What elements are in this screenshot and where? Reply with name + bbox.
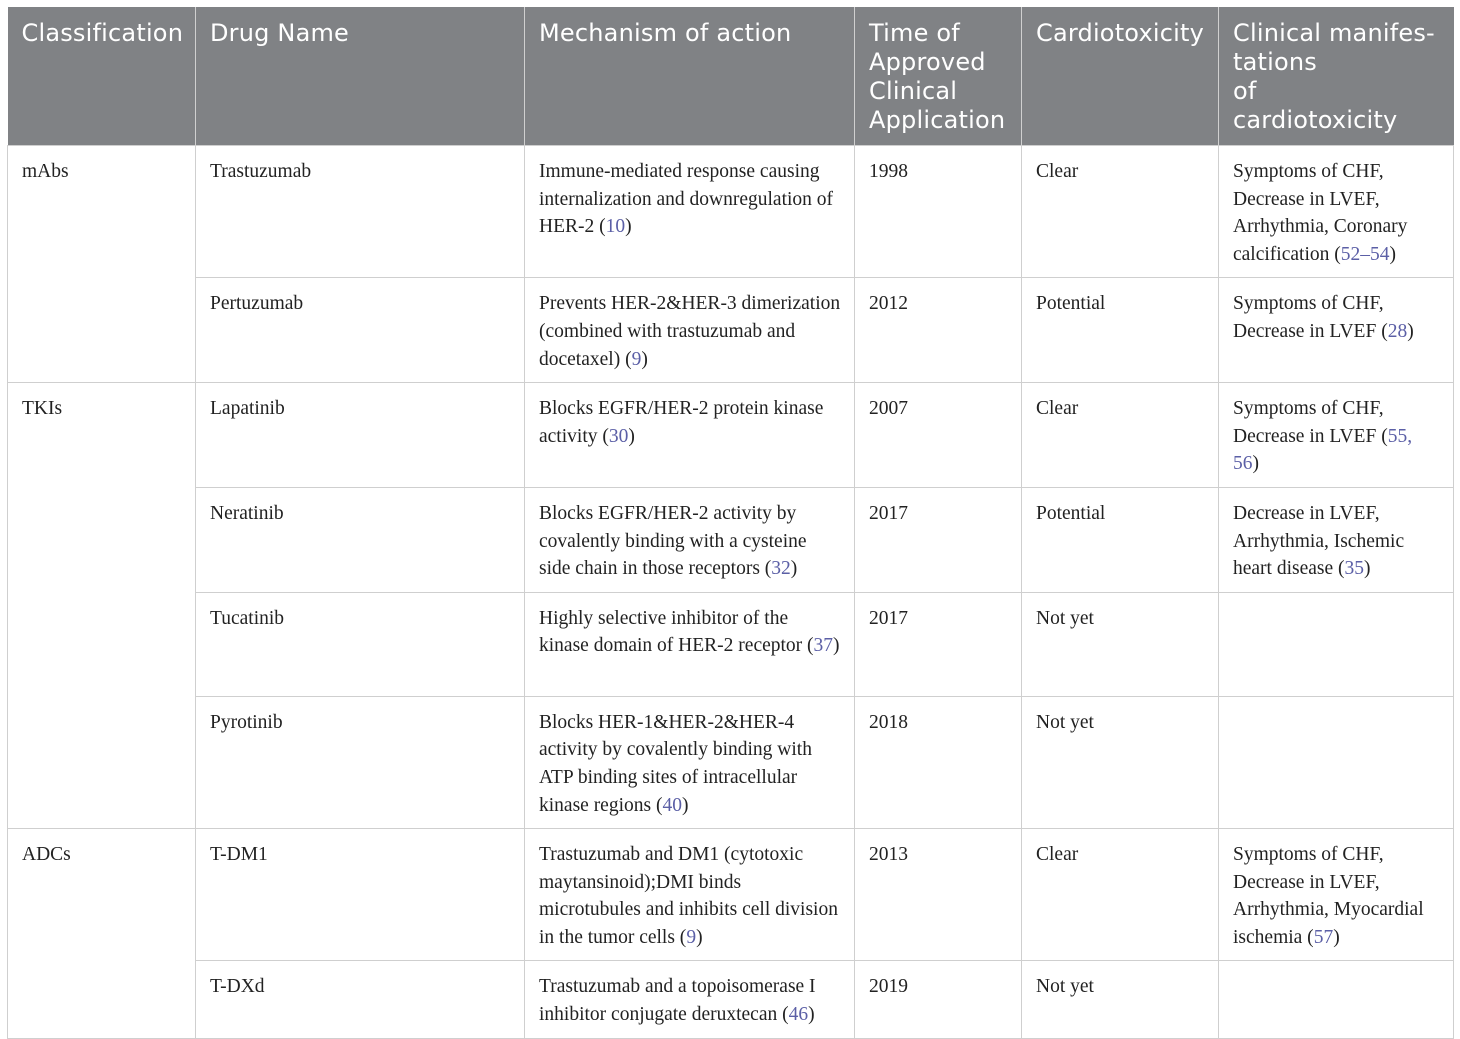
manifestation-text: Symptoms of CHF, Decrease in LVEF ( [1233, 293, 1388, 342]
table-row [8, 696, 1454, 828]
mechanism-cell [525, 146, 855, 278]
header-mechanism: Mechanism of action [525, 7, 855, 146]
mechanism-cell [525, 278, 855, 383]
manifestation-text: Symptoms of CHF, Decrease in LVEF, Arrhythmia, Coronary calcification ( [1233, 161, 1408, 265]
year-cell: 2007 [855, 383, 1022, 488]
cardiotoxicity-cell: Clear [1022, 146, 1219, 278]
header-time-line: Clinical [869, 77, 958, 105]
manifestation-text-end: ) [1407, 320, 1414, 342]
cardiotoxicity-cell: Potential [1022, 278, 1219, 383]
mechanism-text: Highly selective inhibitor of the kinase domain of HER-2 receptor ( [539, 607, 814, 657]
header-cardiotoxicity: Cardiotoxicity [1022, 7, 1219, 146]
classification-cell: mAbs [8, 146, 196, 383]
header-manifestations-line: cardiotoxicity [1233, 106, 1398, 134]
mechanism-text-end: ) [681, 794, 689, 816]
mechanism-text: Immune-mediated response causing internalization and downregulation of HER-2 ( [539, 161, 834, 238]
manifestation-text: Decrease in LVEF, Arrhythmia, Ischemic heart disease ( [1233, 502, 1405, 580]
mechanism-text-end: ) [625, 216, 632, 238]
drug-name-cell: Tucatinib [196, 592, 525, 696]
manifestation-cell [1219, 146, 1454, 278]
mechanism-text-end: ) [833, 635, 840, 657]
drug-name-cell: Neratinib [196, 487, 525, 592]
manifestation-text-end: ) [1389, 243, 1396, 265]
cardiotoxicity-cell: Not yet [1022, 592, 1219, 696]
table-row [8, 487, 1454, 592]
manifestation-text-end: ) [1364, 558, 1371, 580]
manifestation-cell [1219, 696, 1454, 828]
manifestation-cell [1219, 961, 1454, 1038]
reference-link[interactable]: 57 [1313, 926, 1334, 948]
mechanism-text: Blocks EGFR/HER-2 protein kinase activity ( [539, 398, 824, 447]
mechanism-text-end: ) [696, 926, 703, 948]
table-row [8, 383, 1454, 488]
classification-cell: ADCs [8, 829, 196, 1039]
reference-link[interactable]: 35 [1344, 558, 1365, 580]
header-row [8, 7, 1454, 146]
manifestation-cell [1219, 487, 1454, 592]
manifestation-cell [1219, 278, 1454, 383]
table-row [8, 829, 1454, 961]
mechanism-cell [525, 829, 855, 961]
drug-table [7, 7, 1454, 1039]
mechanism-text-end: ) [641, 348, 648, 370]
year-cell: 2018 [855, 696, 1022, 828]
reference-link[interactable]: 52–54 [1340, 243, 1390, 265]
reference-link[interactable]: 46 [788, 1004, 809, 1026]
mechanism-text-end: ) [790, 558, 798, 580]
header-time-line: Application [869, 106, 1006, 134]
cardiotoxicity-cell: Not yet [1022, 696, 1219, 828]
drug-name-cell: Pyrotinib [196, 696, 525, 828]
mechanism-text: Blocks HER-1&HER-2&HER-4 activity by covalently binding with ATP binding sites of intracellular kinase regions ( [539, 711, 812, 816]
reference-link[interactable]: 37 [813, 635, 834, 657]
drug-name-cell: Pertuzumab [196, 278, 525, 383]
mechanism-cell [525, 592, 855, 696]
header-manifestations-line: tations [1233, 48, 1317, 76]
manifestation-text: Symptoms of CHF, Decrease in LVEF, Arrhythmia, Myocardial ischemia ( [1233, 844, 1424, 948]
table-row [8, 278, 1454, 383]
table-container [7, 7, 1453, 1039]
reference-link[interactable]: 9 [686, 926, 697, 948]
table-row [8, 961, 1454, 1038]
drug-name-cell: T-DXd [196, 961, 525, 1038]
mechanism-cell [525, 696, 855, 828]
mechanism-text: Trastuzumab and a topoisomerase I inhibitor conjugate deruxtecan ( [539, 976, 816, 1026]
cardiotoxicity-cell: Potential [1022, 487, 1219, 592]
reference-link[interactable]: 40 [662, 794, 682, 816]
cardiotoxicity-cell: Clear [1022, 829, 1219, 961]
header-manifestations [1219, 7, 1454, 146]
year-cell: 2019 [855, 961, 1022, 1038]
header-time-line: Approved [869, 48, 986, 76]
mechanism-cell [525, 961, 855, 1038]
header-manifestations-line: Clinical manifes- [1233, 19, 1435, 47]
manifestation-cell [1219, 383, 1454, 488]
cardiotoxicity-cell: Not yet [1022, 961, 1219, 1038]
cardiotoxicity-cell: Clear [1022, 383, 1219, 488]
table-row [8, 146, 1454, 278]
mechanism-text: Blocks EGFR/HER-2 activity by covalently binding with a cysteine side chain in those receptors ( [539, 502, 807, 580]
mechanism-text: Trastuzumab and DM1 (cytotoxic maytansinoid);DMI binds microtubules and inhibits cell division in the tumor cells ( [539, 844, 838, 948]
table-header [8, 7, 1454, 146]
reference-link[interactable]: 9 [631, 348, 642, 370]
header-time-line: Time of [869, 19, 960, 47]
reference-link[interactable]: 32 [771, 558, 791, 580]
manifestation-text-end: ) [1333, 926, 1340, 948]
mechanism-text-end: ) [628, 425, 635, 447]
reference-link[interactable]: 28 [1387, 320, 1408, 342]
reference-link[interactable]: 55, 56 [1233, 425, 1413, 475]
drug-name-cell: Trastuzumab [196, 146, 525, 278]
year-cell: 2017 [855, 487, 1022, 592]
year-cell: 2013 [855, 829, 1022, 961]
drug-name-cell: Lapatinib [196, 383, 525, 488]
year-cell: 2017 [855, 592, 1022, 696]
manifestation-cell [1219, 829, 1454, 961]
table-row [8, 592, 1454, 696]
mechanism-text: Prevents HER-2&HER-3 dimerization (combined with trastuzumab and docetaxel) ( [539, 293, 841, 370]
manifestation-text-end: ) [1252, 453, 1259, 475]
mechanism-text-end: ) [808, 1004, 815, 1026]
header-classification: Classification [8, 7, 196, 146]
mechanism-cell [525, 383, 855, 488]
mechanism-cell [525, 487, 855, 592]
header-time [855, 7, 1022, 146]
header-drug-name: Drug Name [196, 7, 525, 146]
header-manifestations-line: of [1233, 77, 1257, 105]
classification-cell: TKIs [8, 383, 196, 829]
table-body [8, 146, 1454, 1039]
drug-name-cell: T-DM1 [196, 829, 525, 961]
manifestation-cell [1219, 592, 1454, 696]
reference-link[interactable]: 30 [608, 425, 629, 447]
manifestation-text: Symptoms of CHF, Decrease in LVEF ( [1233, 398, 1388, 447]
year-cell: 2012 [855, 278, 1022, 383]
year-cell: 1998 [855, 146, 1022, 278]
reference-link[interactable]: 10 [605, 216, 626, 238]
